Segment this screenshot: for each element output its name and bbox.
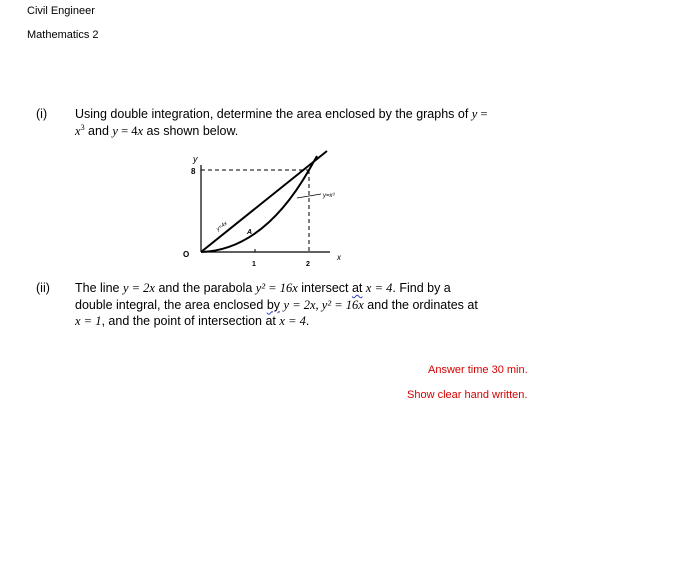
answer-time-note: Answer time 30 min. [428,364,528,376]
y-axis-label: y [193,154,198,164]
question-2-line-1: The line y = 2x and the parabola y² = 16x intersect at x = 4. Find by a [75,281,451,295]
line-y-4x [201,151,327,252]
question-1-number: (i) [36,107,48,121]
y-tick-label: 8 [191,167,196,176]
area-graph [185,145,360,270]
x-axis-label: x [337,253,341,262]
x-tick-label-2: 2 [306,261,310,268]
header-subject: Mathematics 2 [27,29,99,41]
handwriting-note: Show clear hand written. [407,389,528,401]
header-course: Civil Engineer [27,5,95,17]
origin-label: O [183,250,190,259]
region-label: A [247,229,253,236]
curve-label: y=x³ [323,193,335,199]
x-tick-label-1: 1 [252,261,256,268]
line-label: y=4x [215,220,229,233]
question-1-line-1: Using double integration, determine the area enclosed by the graphs of y = [75,107,488,121]
question-1-line-2: $x^3$ and y = 4x as shown below. [75,122,239,138]
question-2-number: (ii) [36,281,50,295]
question-2-line-2: double integral, the area enclosed by y = 2x, y² = 16x and the ordinates at [75,297,478,312]
question-2-line-3: x = 1, and the point of intersection at x = 4. [75,314,310,328]
